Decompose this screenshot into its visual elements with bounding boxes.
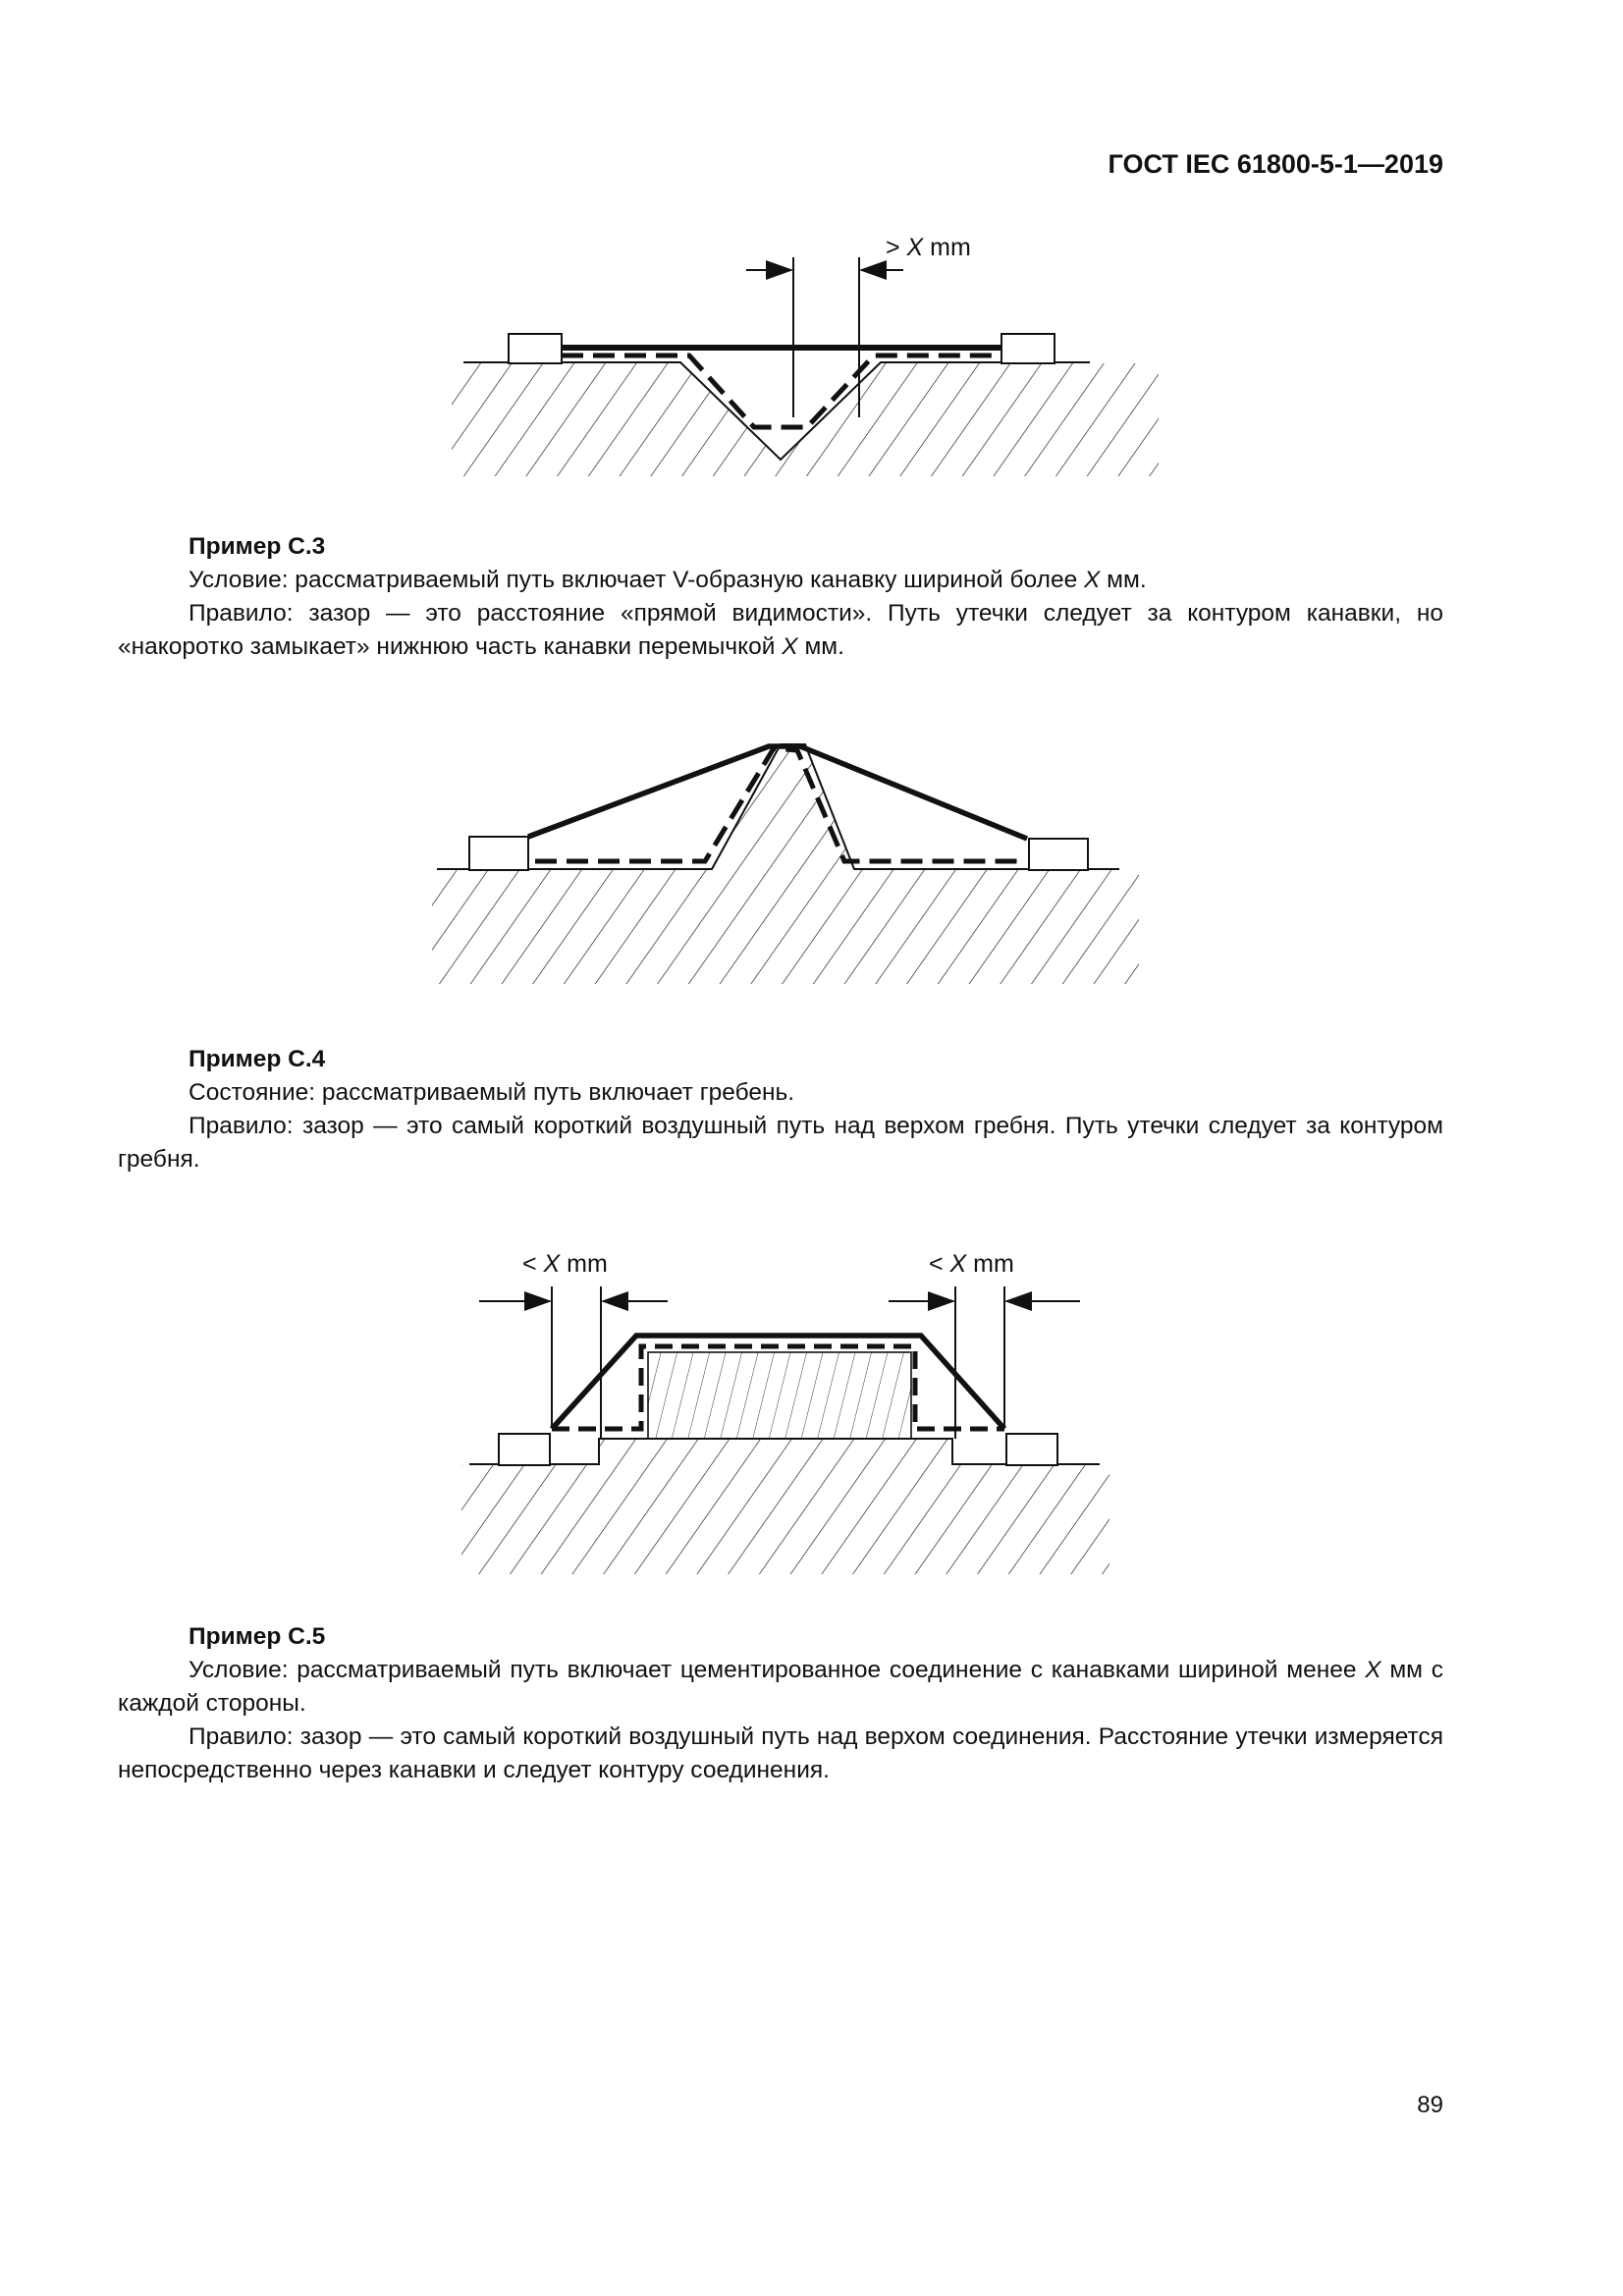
example-c3-rule: Правило: зазор — это расстояние «прямой видимости». Путь утечки следует за контуром канавки, но «накоротко замыкает» нижнюю часть канавки перемычкой X мм. bbox=[118, 600, 1443, 660]
example-c4-rule: Правило: зазор — это самый короткий воздушный путь над верхом гребня. Путь утечки следует за контуром гребня. bbox=[118, 1113, 1443, 1173]
electrode-right bbox=[1006, 1434, 1057, 1465]
example-c3-condition: Условие: рассматриваемый путь включает V-образную канавку шириной более X мм. bbox=[189, 567, 1147, 593]
figure-c3-v-groove bbox=[452, 226, 1159, 471]
example-c5-title: Пример С.5 bbox=[189, 1623, 326, 1650]
electrode-left bbox=[469, 837, 528, 870]
dim-label: > X mm bbox=[886, 234, 971, 261]
cemented-joint-diagram bbox=[461, 1242, 1109, 1596]
figure-c5-cemented-joint bbox=[461, 1242, 1109, 1596]
dim-right-label: < X mm bbox=[929, 1250, 1014, 1278]
page-number: 89 bbox=[1417, 2092, 1443, 2118]
cemented-insert bbox=[648, 1352, 911, 1439]
example-c4-caption bbox=[118, 1043, 1443, 1176]
example-c3-title: Пример С.3 bbox=[189, 533, 326, 560]
example-c5-caption bbox=[118, 1620, 1443, 1787]
example-c3-caption bbox=[118, 530, 1443, 664]
example-c4-condition: Состояние: рассматриваемый путь включает гребень. bbox=[189, 1079, 795, 1106]
electrode-right bbox=[1001, 334, 1055, 363]
example-c4-title: Пример С.4 bbox=[189, 1046, 326, 1072]
electrode-left bbox=[509, 334, 562, 363]
example-c5-condition: Условие: рассматриваемый путь включает цементированное соединение с канавками шириной менее X мм с каждой стороны. bbox=[118, 1657, 1443, 1717]
electrode-left bbox=[499, 1434, 550, 1465]
document-id: ГОСТ IEC 61800-5-1—2019 bbox=[1108, 149, 1443, 179]
figure-c4-rib bbox=[432, 727, 1139, 992]
example-c5-rule: Правило: зазор — это самый короткий воздушный путь над верхом соединения. Расстояние утечки измеряется непосредственно через канавки и следует контуру соединения. bbox=[118, 1723, 1443, 1783]
dim-left-label: < X mm bbox=[522, 1250, 608, 1278]
v-groove-diagram bbox=[452, 226, 1159, 471]
electrode-right bbox=[1029, 839, 1088, 870]
rib-diagram bbox=[432, 727, 1139, 992]
